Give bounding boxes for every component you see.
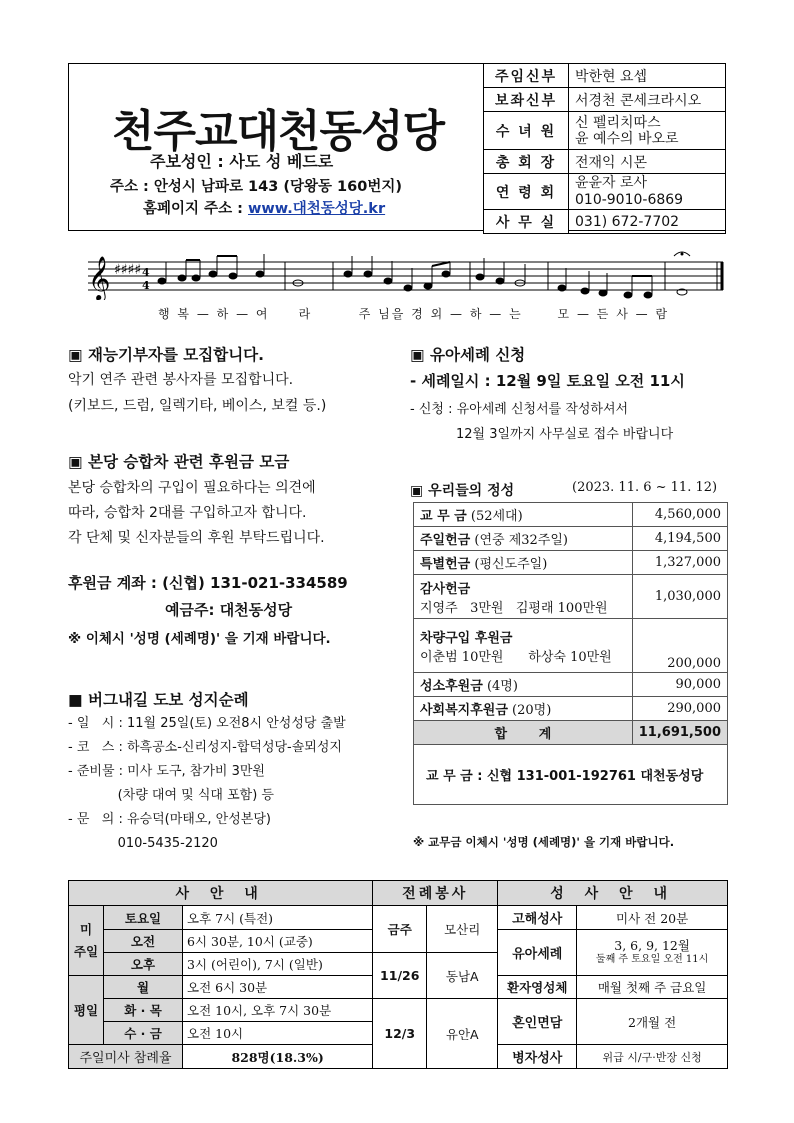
account-holder: 예금주: 대천동성당 <box>165 601 293 619</box>
staff-role: 사 무 실 <box>484 210 569 234</box>
staff-role: 연 령 회 <box>484 174 569 210</box>
talent-line: (키보드, 드럼, 일렉기타, 베이스, 보컬 등.) <box>68 398 327 414</box>
office-phone: 031) 672-7702 <box>569 210 726 234</box>
van-line: 따라, 승합차 2대를 구입하고자 합니다. <box>68 505 307 521</box>
offering-note: ※ 교무금 이체시 '성명 (세례명)' 을 기재 바랍니다. <box>413 835 675 849</box>
pilgrimage-details <box>68 712 346 856</box>
staff-role: 총 회 장 <box>484 150 569 174</box>
account-row: 교 무 금 : 신협 131-001-192761 대천동성당 <box>414 745 728 805</box>
patron-saint: 주보성인 : 사도 성 베드로 <box>150 152 334 171</box>
van-line: 본당 승합차의 구입이 필요하다는 의견에 <box>68 480 316 496</box>
table-row: 특별헌금 (평신도주일) 1,327,000 <box>414 551 728 575</box>
table-row: 주일헌금 (연중 제32주일) 4,194,500 <box>414 527 728 551</box>
offering-table <box>413 502 728 805</box>
svg-text:4: 4 <box>142 279 150 292</box>
van-heading: ▣ 본당 승합차 관련 후원금 모금 <box>68 453 290 471</box>
schedule-table: 사 안 내 전례봉사 성 사 안 내 미 주일 토요일 오후 7시 (특전) 금주 모산리 고해성사 미사 전 20분 오전 6시 30분, 10시 (교중) 유아세례 3, 6, 9, 12월 둘째 주 토요일 오전 11시 오후 3시 (어린이), 7시 (일반) 11/26 동남A 평일 월 오전 6시 30분 환자영성체 매월 첫째 주 금요일 화 · 목 오전 10시, 오후 7시 30분 12/3 유안A 혼인면담 2개월 전 수 · 금 오전 10시 주일미사 참례율 828명(18.3%) 병자성사 위급 시/구·반장 신청 <box>68 880 728 1069</box>
van-line: 각 단체 및 신자분들의 후원 부탁드립니다. <box>68 530 325 546</box>
svg-text:4: 4 <box>142 266 150 279</box>
page-title: 천주교대천동성당 <box>112 106 445 157</box>
total-row: 합 계 11,691,500 <box>414 721 728 745</box>
pilgrimage-item: - 코 스 : 하흑공소-신리성지-합덕성당-솔뫼성지 <box>68 740 342 755</box>
donation-account: 후원금 계좌 : (신협) 131-021-334589 <box>68 574 348 592</box>
pilgrimage-item: - 문 의 : 유승덕(마태오, 안성본당) <box>68 812 271 827</box>
baptism-line: 12월 3일까지 사무실로 접수 바랍니다 <box>456 427 674 442</box>
pilgrimage-item: 010-5435-2120 <box>68 836 218 851</box>
staff-phone: 010-9010-6869 <box>575 191 684 208</box>
pilgrimage-item: (차량 대여 및 식대 포함) 등 <box>68 788 274 803</box>
treble-clef-icon: 𝄞 <box>88 256 111 300</box>
pilgrimage-item: - 일 시 : 11월 25일(토) 오전8시 안성성당 출발 <box>68 716 346 731</box>
table-row: 감사헌금 지영주 3만원 김평래 100만원 1,030,000 <box>414 575 728 619</box>
lyrics: 행 복 — 하 — 여 라 주 님을 경 외 — 하 — 는 모 — 든 사 — 람 <box>158 307 670 321</box>
staff-name: 박한현 요셉 <box>569 64 726 88</box>
staff-role: 주임신부 <box>484 64 569 88</box>
address: 주소 : 안성시 남파로 143 (당왕동 160번지) <box>110 179 402 195</box>
baptism-heading: ▣ 유아세례 신청 <box>410 346 526 364</box>
talent-line: 악기 연주 관련 봉사자를 모집합니다. <box>68 372 294 388</box>
staff-name: 서경천 콘세크라시오 <box>569 88 726 112</box>
staff-role: 보좌신부 <box>484 88 569 112</box>
baptism-date: - 세례일시 : 12월 9일 토요일 오전 11시 <box>410 372 685 390</box>
staff-name: 윤윤자 로사 <box>575 174 648 191</box>
homepage-label: 홈페이지 주소 : <box>143 201 243 217</box>
homepage-link[interactable]: www.대천동성당.kr <box>248 201 386 217</box>
key-signature-icon: ♯♯♯♯ <box>114 262 142 278</box>
pilgrimage-item: - 준비물 : 미사 도구, 참가비 3만원 <box>68 764 265 779</box>
transfer-note: ※ 이체시 '성명 (세례명)' 을 기재 바랍니다. <box>68 631 331 647</box>
staff-name: 전재익 시몬 <box>569 150 726 174</box>
talent-heading: ▣ 재능기부자를 모집합니다. <box>68 346 265 364</box>
staff-table <box>483 63 726 234</box>
baptism-line: - 신청 : 유아세례 신청서를 작성하셔서 <box>410 402 629 417</box>
pilgrimage-heading: ■ 버그내길 도보 성지순례 <box>68 691 249 709</box>
table-row: 차량구입 후원금 이춘범 10만원 하상숙 10만원 200,000 <box>414 619 728 673</box>
offering-period: (2023. 11. 6 ~ 11. 12) <box>572 480 718 495</box>
staff-name: 윤 예수의 바오로 <box>575 130 679 147</box>
staff-name: 신 펠리치따스 <box>575 114 661 131</box>
table-row: 사회복지후원금 (20명) 290,000 <box>414 697 728 721</box>
homepage <box>143 197 385 218</box>
offering-heading: ▣ 우리들의 정성 <box>410 483 515 499</box>
table-row: 성소후원금 (4명) 90,000 <box>414 673 728 697</box>
staff-role: 수 녀 원 <box>484 112 569 150</box>
table-row: 교 무 금 (52세대) 4,560,000 <box>414 503 728 527</box>
music-staff <box>78 248 728 300</box>
